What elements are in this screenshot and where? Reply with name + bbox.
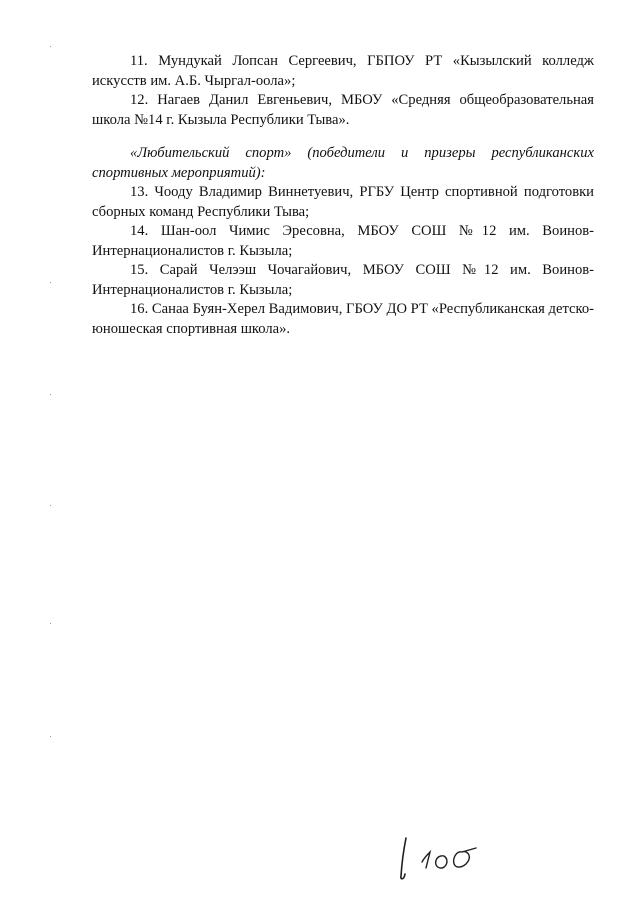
scan-speck (50, 394, 51, 395)
document-body (92, 52, 594, 339)
category-heading: «Любительский спорт» (победители и призеры республиканских спортивных мероприятий): (92, 145, 594, 181)
scan-speck (50, 282, 51, 283)
scan-speck (50, 623, 51, 624)
scan-speck (50, 736, 51, 737)
list-item-12: 12. Нагаев Данил Евгеньевич, МБОУ «Средняя общеобразовательная школа №14 г. Кызыла Республики Тыва». (92, 92, 594, 128)
list-item-15: 15. Сарай Челээш Чочагайович, МБОУ СОШ №12 им. Воинов-Интернационалистов г. Кызыла; (92, 262, 594, 298)
list-item-14: 14. Шан-оол Чимис Эресовна, МБОУ СОШ №12 им. Воинов-Интернационалистов г. Кызыла; (92, 223, 594, 259)
signature-stroke (436, 856, 447, 868)
scan-speck (50, 505, 51, 506)
signature-stroke (401, 838, 406, 879)
signature-stroke (454, 848, 476, 867)
scan-speck (50, 46, 51, 47)
list-item-11: 11. Мундукай Лопсан Сергеевич, ГБПОУ РТ «Кызылский колледж искусств им. А.Б. Чыргал-оола»; (92, 53, 594, 89)
signature-stroke (422, 852, 430, 868)
handwritten-signature (392, 832, 482, 884)
list-item-13: 13. Чооду Владимир Виннетуевич, РГБУ Центр спортивной подготовки сборных команд Республики Тыва; (92, 184, 594, 220)
list-item-16: 16. Санаа Буян-Херел Вадимович, ГБОУ ДО РТ «Республиканская детско-юношеская спортивная школа». (92, 301, 594, 337)
